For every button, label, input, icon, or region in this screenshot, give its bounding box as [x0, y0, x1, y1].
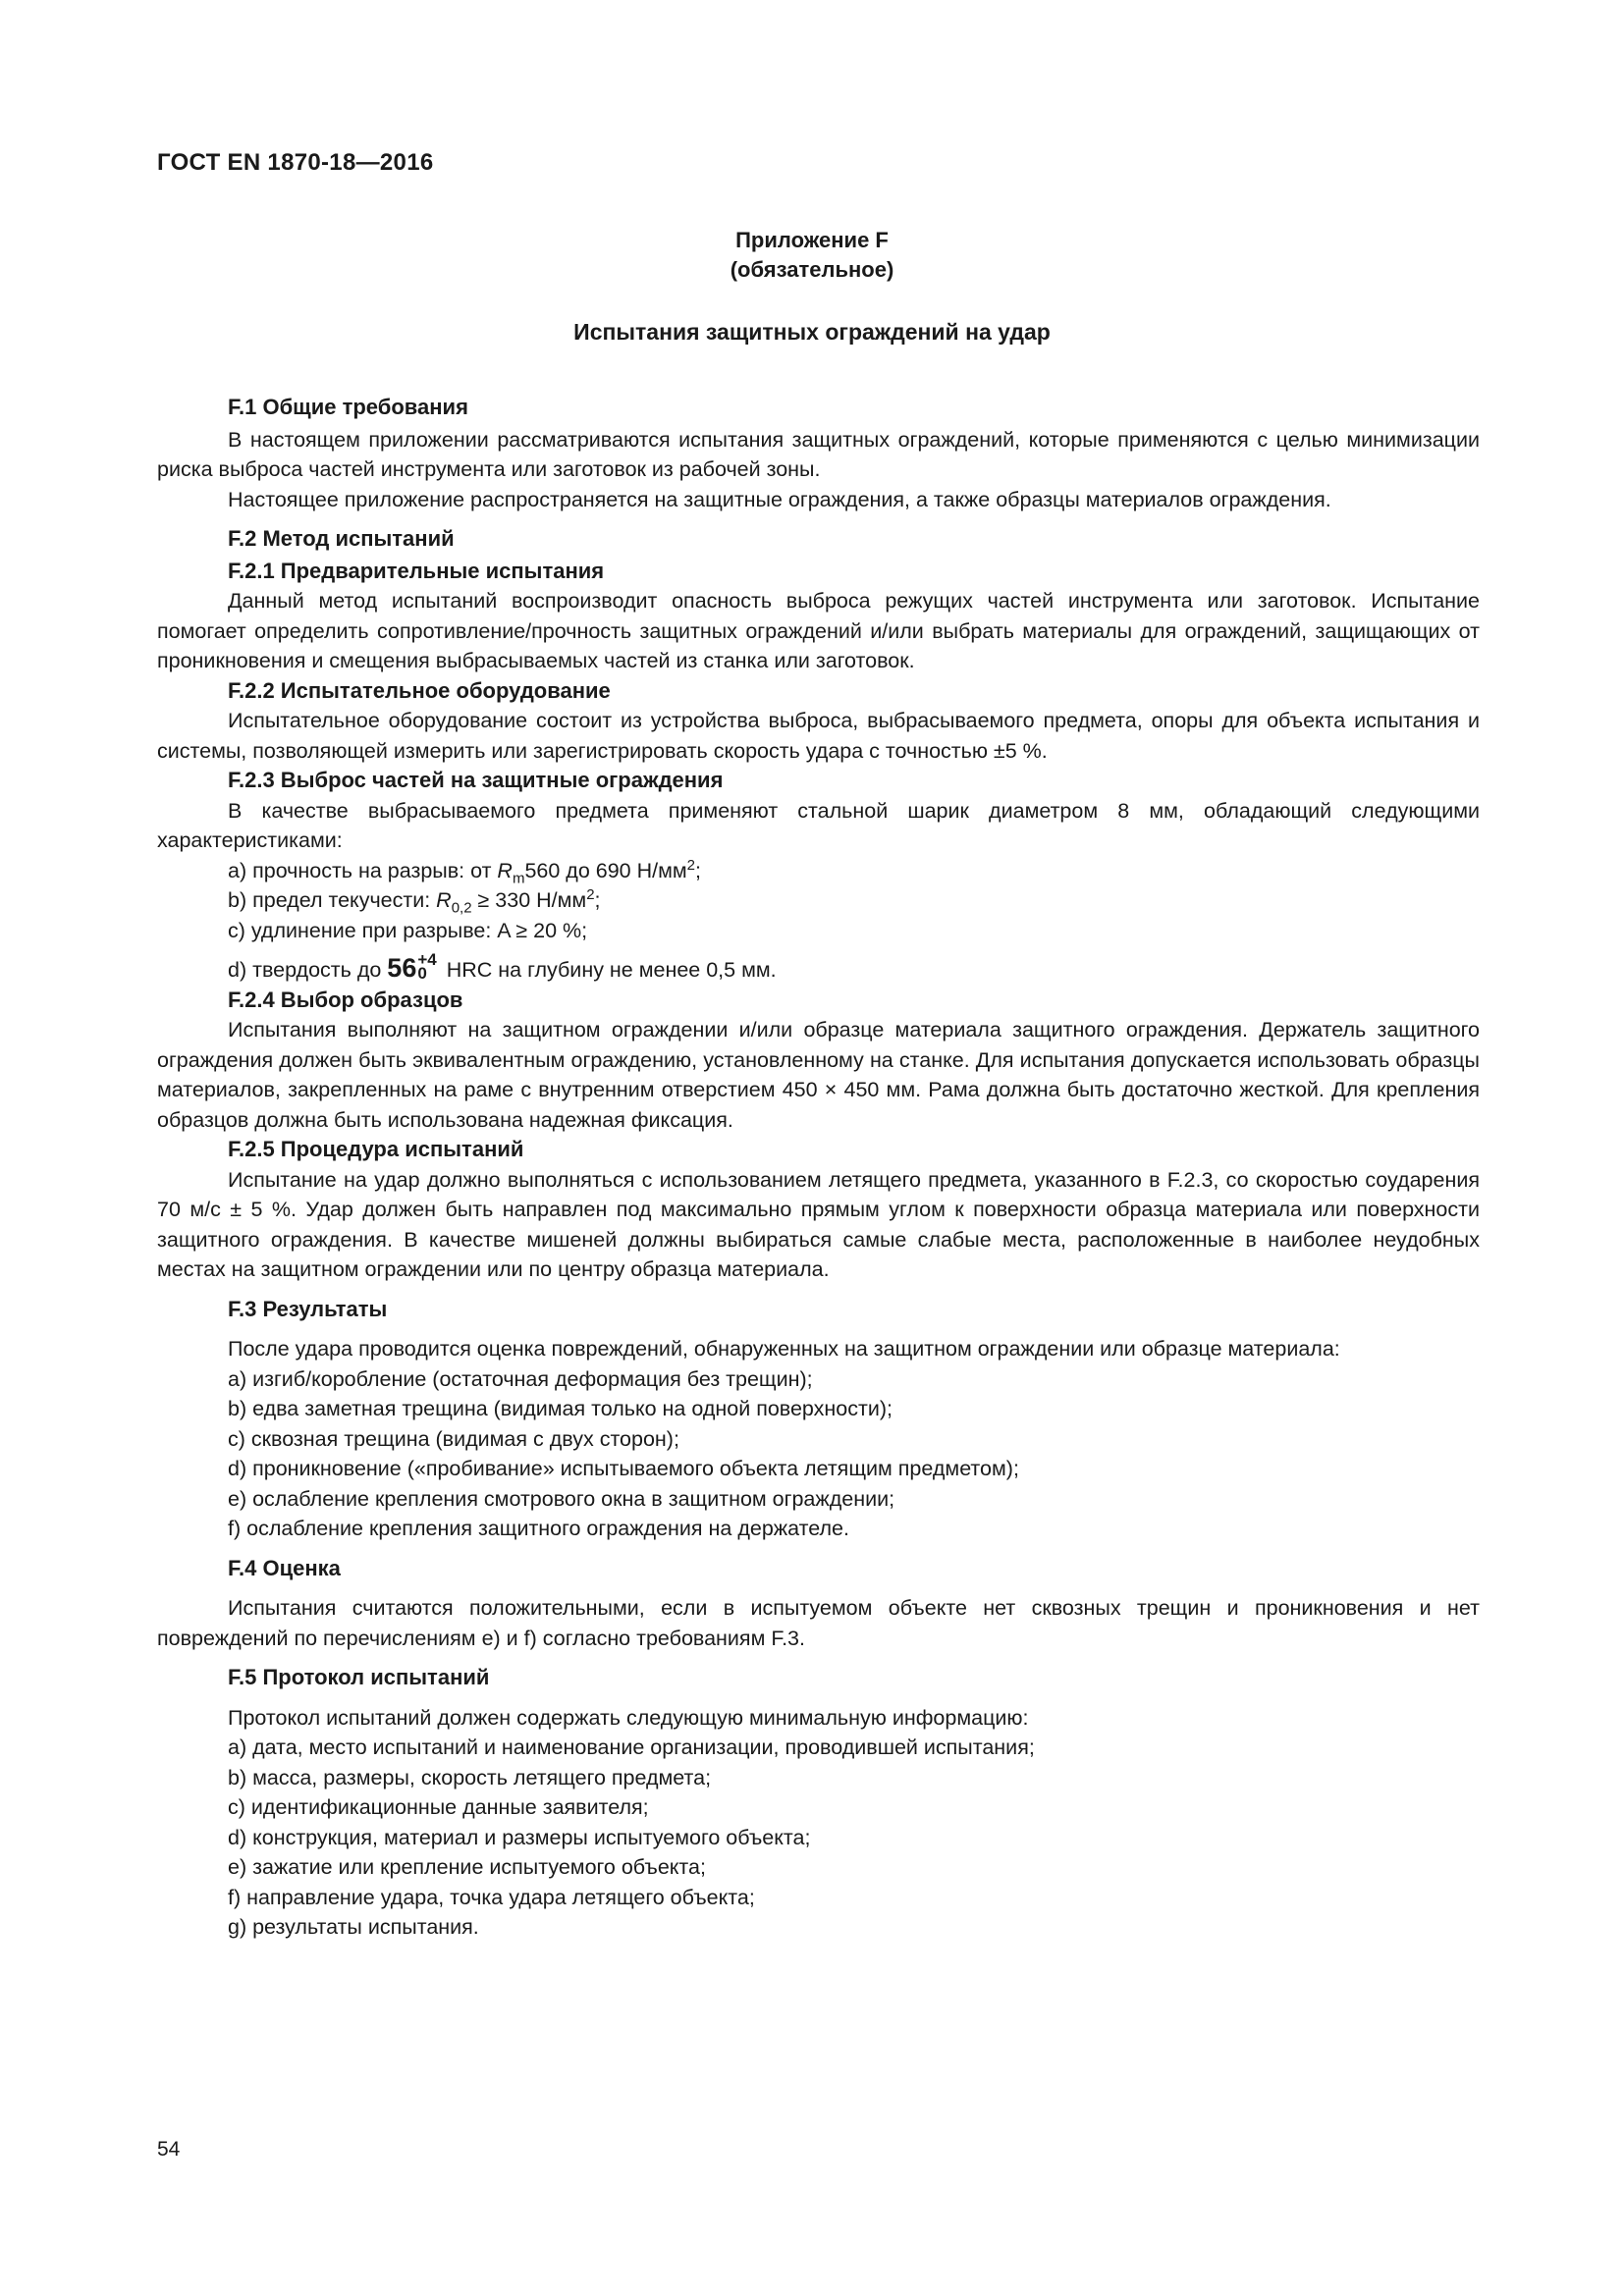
list-item: e) зажатие или крепление испытуемого объекта; — [228, 1855, 706, 1879]
list-item: f) направление удара, точка удара летящего объекта; — [228, 1885, 755, 1909]
paragraph: После удара проводится оценка повреждений, обнаруженных на защитном ограждении или образце материала: — [228, 1337, 1340, 1361]
section-heading-f4: F.4 Оценка — [228, 1555, 341, 1580]
list-item: e) ослабление крепления смотрового окна в защитном ограждении; — [228, 1486, 895, 1511]
list-item: b) едва заметная трещина (видимая только на одной поверхности); — [228, 1397, 893, 1420]
list-item: c) сквозная трещина (видимая с двух сторон); — [228, 1426, 679, 1451]
section-heading-f5: F.5 Протокол испытаний — [228, 1665, 490, 1689]
paragraph: Данный метод испытаний воспроизводит опасность выброса режущих частей инструмента или заготовок. Испытание помогает определить сопротивление/прочность защитных ограждений и/или выбрать материалы для ограждений, защищающих от проникновения и смещения выбрасываемых частей из станка или заготовок. — [157, 589, 1480, 672]
subsection-heading-f2-2: F.2.2 Испытательное оборудование — [228, 677, 611, 703]
list-item: b) масса, размеры, скорость летящего предмета; — [228, 1765, 712, 1789]
list-item: f) ослабление крепления защитного ограждения на держателе. — [228, 1517, 849, 1540]
section-heading-f1: F.1 Общие требования — [228, 395, 468, 419]
hardness-value: 56 — [387, 953, 417, 983]
page-number: 54 — [157, 2138, 181, 2161]
list-item: c) удлинение при разрыве: A ≥ 20 %; — [228, 918, 588, 942]
paragraph: Настоящее приложение распространяется на защитные ограждения, а также образцы материалов ограждения. — [228, 487, 1331, 511]
paragraph: Испытания выполняют на защитном ограждении и/или образце материала защитного ограждения. Держатель защитного ограждения должен быть эквивалентным ограждению, установленному на станке. Для испытания допускается использовать образцы материалов, закрепленных на раме с внутренним отверстием 450 × 450 мм. Рама должна быть достаточно жесткой. Для крепления образцов должна быть использована надежная фиксация. — [157, 1018, 1480, 1132]
list-item: b) предел текучести: $R_{0,2} \ge 330$ $Н/мм^2$; — [228, 885, 601, 917]
paragraph: В качестве выбрасываемого предмета применяют стальной шарик диаметром 8 мм, обладающий следующими характеристиками: — [157, 798, 1480, 852]
paragraph: Протокол испытаний должен содержать следующую минимальную информацию: — [228, 1705, 1029, 1730]
subsection-heading-f2-4: F.2.4 Выбор образцов — [228, 987, 463, 1012]
list-item: c) идентификационные данные заявителя; — [228, 1795, 649, 1819]
document-body — [157, 393, 1480, 1943]
list-item: d) твердость до 56 +4 0 HRC на глубину не менее 0,5 мм. — [228, 950, 777, 984]
hardness-tolerance: +4 0 — [417, 950, 437, 984]
subsection-heading-f2-5: F.2.5 Процедура испытаний — [228, 1137, 524, 1161]
section-heading-f2: F.2 Метод испытаний — [228, 526, 455, 551]
annex-heading — [0, 226, 1624, 285]
paragraph: Испытание на удар должно выполняться с использованием летящего предмета, указанного в F.2.3, со скоростью соударения 70 м/с ± 5 %. Удар должен быть направлен под максимально прямым углом к поверхности образца материала или поверхности защитного ограждения. В качестве мишеней должны выбираться самые слабые места, расположенные в наиболее неудобных местах на защитном ограждении или по центру образца материала. — [157, 1167, 1480, 1281]
section-heading-f3: F.3 Результаты — [228, 1296, 388, 1321]
paragraph: Испытательное оборудование состоит из устройства выброса, выбрасываемого предмета, опоры для объекта испытания и системы, позволяющей измерить или зарегистрировать скорость удара с точностью ±5 %. — [157, 709, 1480, 763]
paragraph: В настоящем приложении рассматриваются испытания защитных ограждений, которые применяются с целью минимизации риска выброса частей инструмента или заготовок из рабочей зоны. — [157, 427, 1480, 481]
list-item: a) дата, место испытаний и наименование организации, проводившей испытания; — [228, 1735, 1035, 1759]
subsection-heading-f2-3: F.2.3 Выброс частей на защитные ограждения — [228, 768, 724, 792]
annex-status: (обязательное) — [730, 257, 894, 282]
annex-title: Приложение F — [735, 228, 889, 252]
list-item: g) результаты испытания. — [228, 1915, 479, 1939]
list-item: d) конструкция, материал и размеры испытуемого объекта; — [228, 1825, 811, 1849]
paragraph: Испытания считаются положительными, если в испытуемом объекте нет сквозных трещин и проникновения и нет повреждений по перечислениям e) и f) согласно требованиям F.3. — [157, 1596, 1480, 1650]
page-title: Испытания защитных ограждений на удар — [573, 319, 1051, 345]
list-item: a) изгиб/коробление (остаточная деформация без трещин); — [228, 1366, 813, 1391]
list-item: a) прочность на разрыв: от $R_m560$ до 690 $Н/мм^2$; — [228, 856, 701, 886]
list-item: d) проникновение («пробивание» испытываемого объекта летящим предметом); — [228, 1457, 1019, 1480]
subsection-heading-f2-1: F.2.1 Предварительные испытания — [228, 558, 605, 583]
document-id: ГОСТ EN 1870-18—2016 — [157, 149, 434, 176]
